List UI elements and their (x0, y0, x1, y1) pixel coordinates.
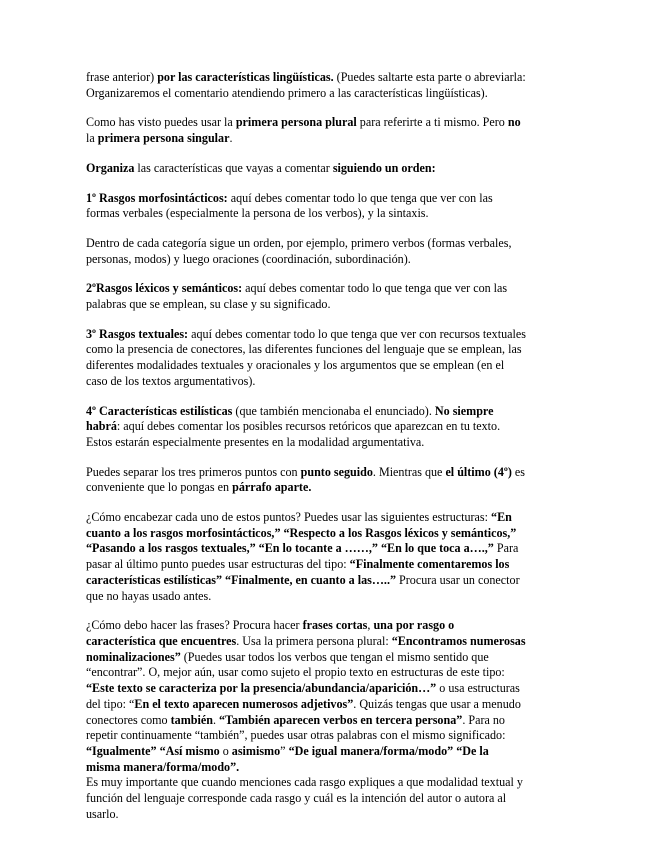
text: ” (280, 743, 289, 758)
paragraph-textuales (86, 327, 526, 390)
paragraph-first-person (86, 115, 526, 146)
bold-text: por las características lingüísticas. (157, 70, 334, 84)
text: . (212, 712, 219, 727)
text: o (219, 743, 232, 758)
bold-text: siguiendo un orden: (332, 160, 436, 175)
text: Como has visto puedes usar la (86, 115, 236, 130)
bold-text: primera persona singular (97, 131, 230, 146)
bold-text: 4º Características estilísticas (86, 403, 233, 418)
bold-text: asimismo (231, 743, 281, 758)
bold-text: “De igual manera/forma/modo” “De la misma manera/forma/modo”. (86, 743, 489, 774)
paragraph-separar (86, 465, 526, 496)
bold-text: párrafo aparte. (232, 480, 312, 495)
text: las características que vayas a comentar (134, 160, 333, 175)
text: . Mientras que (372, 464, 446, 479)
bold-text: una por rasgo o característica que encuentres (86, 618, 455, 648)
bold-text: “Igualmente” “Así mismo (86, 743, 220, 758)
bold-text: no (507, 115, 521, 130)
bold-text: No siempre habrá (86, 403, 494, 434)
bold-text: “Finalmente comentaremos los características estilísticas” “Finalmente, en cuanto a las…..” (86, 557, 510, 587)
paragraph-morfosintacticos (86, 191, 526, 222)
text: . Quizás tengas que usar a menudo conectores como (86, 696, 521, 727)
paragraph-intro (86, 70, 526, 101)
paragraph-estilisticas (86, 404, 526, 451)
paragraph-orden (86, 236, 526, 267)
bold-text: “Encontramos numerosas nominalizaciones” (86, 633, 526, 664)
bold-text: “También aparecen verbos en tercera persona” (219, 712, 463, 727)
text: Dentro de cada categoría sigue un orden, por ejemplo, primero verbos (formas verbales, personas, modos) y luego oraciones (coordinación, subordinación). (86, 235, 512, 266)
text: . Usa la primera persona plural: (236, 633, 392, 648)
paragraph-encabezar (86, 510, 526, 604)
text: ¿Cómo debo hacer las frases? Procura hacer (86, 618, 303, 633)
bold-text: frases cortas (302, 618, 368, 633)
text: para referirte a ti mismo. Pero (356, 115, 508, 130)
text: es conveniente que lo pongas en (86, 464, 526, 495)
text: Puedes separar los tres primeros puntos con (86, 464, 301, 479)
bold-text: también (170, 712, 213, 727)
text: frase anterior) (86, 70, 158, 84)
bold-text: el último (4º) (445, 464, 512, 479)
bold-text: Organiza (86, 160, 135, 175)
bold-text: “En cuanto a los rasgos morfosintácticos,” “Respecto a los Rasgos léxicos y semánticos,” “Pasando a los rasgos textuales,” “En lo tocante a ……,” “En lo que toca a….,” (86, 510, 517, 556)
text: aquí debes comentar todo lo que tenga que ver con las palabras que se emplean, su clase y su significado. (86, 281, 508, 312)
paragraph-lexicos (86, 281, 526, 312)
bold-text: 2ºRasgos léxicos y semánticos: (86, 281, 243, 296)
text: aquí debes comentar todo lo que tenga que ver con recursos textuales como la presencia de conectores, las diferentes funciones del lenguaje que se emplean, las diferentes modalidades textuales y oracionales y los argumentos que se emplean (en el caso de los textos argumentativos). (86, 326, 526, 388)
text: : aquí debes comentar los posibles recursos retóricos que aparezcan en tu texto. Estos estarán especialmente presentes en la modalidad argumentativa. (86, 419, 501, 449)
text: Para pasar al último punto puedes usar estructuras del tipo: (86, 541, 519, 572)
bold-text: primera persona plural (235, 115, 357, 130)
text: aquí debes comentar todo lo que tenga que ver con las formas verbales (especialmente la persona de los verbos), y la sintaxis. (86, 190, 493, 221)
paragraph-frases (86, 618, 526, 775)
paragraph-importante (86, 775, 526, 822)
bold-text: En el texto aparecen numerosos adjetivos” (134, 696, 354, 711)
paragraph-organiza (86, 161, 526, 177)
text: o usa estructuras del tipo: “ (86, 681, 520, 711)
text: (Puedes usar todos los verbos que tengan el mismo sentido que “encontrar”. O, mejor aún, usar como sujeto el propio texto en estructuras de este tipo: (86, 649, 505, 680)
text: . Para no repetir continuamente “también”, puedes usar otras palabras con el mismo significado: (86, 712, 506, 743)
text: . (229, 131, 233, 146)
bold-text: punto seguido (300, 464, 373, 479)
bold-text: 1º Rasgos morfosintácticos: (86, 190, 228, 205)
text: , (367, 618, 374, 633)
text: (que también mencionaba el enunciado). (232, 403, 435, 418)
document-body (86, 70, 526, 836)
text: Procura usar un conector que no hayas usado antes. (86, 572, 520, 603)
text: ¿Cómo encabezar cada uno de estos puntos? Puedes usar las siguientes estructuras: (86, 510, 492, 525)
bold-text: “Este texto se caracteriza por la presencia/abundancia/aparición…” (86, 681, 437, 696)
text: Es muy importante que cuando menciones cada rasgo expliques a que modalidad textual y función del lenguaje corresponde cada rasgo y cuál es la intención del autor o autora al usarlo. (86, 775, 523, 821)
text: (Puedes saltarte esta parte o abreviarla: Organizaremos el comentario atendiendo primero a las características lingüísticas). (86, 70, 526, 100)
text: la (86, 131, 98, 146)
bold-text: 3º Rasgos textuales: (86, 326, 189, 341)
